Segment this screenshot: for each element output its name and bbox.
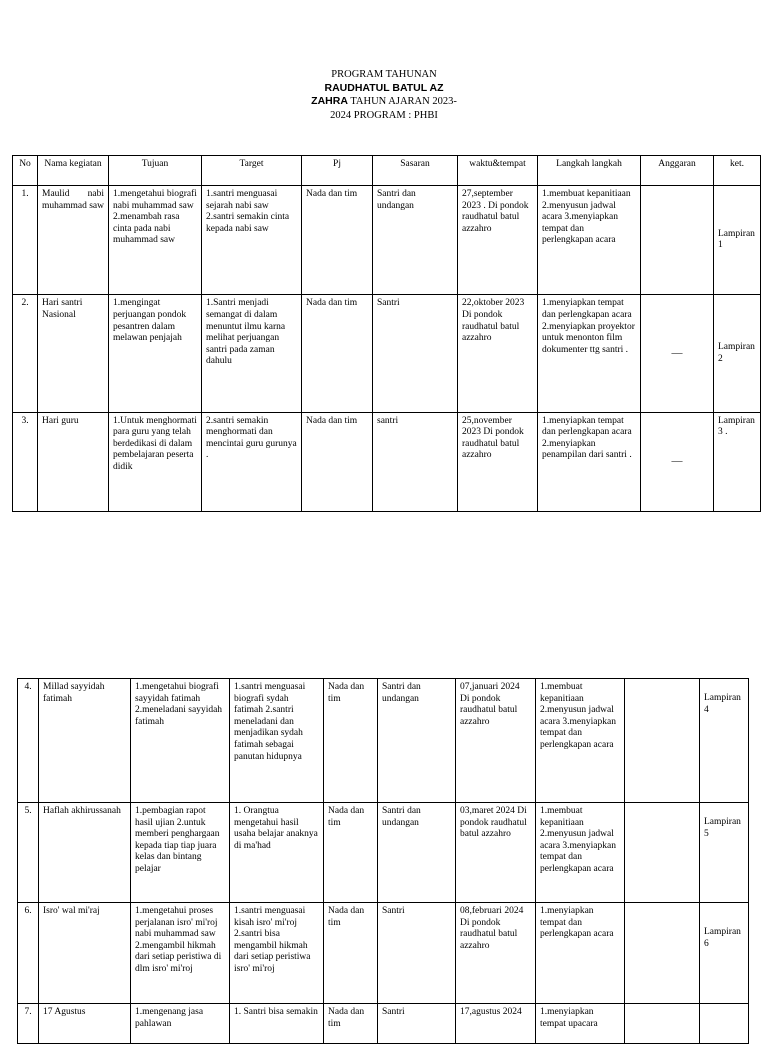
cell-target: 1.santri menguasai biografi sydah fatimah 2.santri meneladani dan menjadikan sydah fatimah sebagai panutan hidupnya: [230, 679, 324, 803]
title-line-4: 2024 PROGRAM : PHBI: [330, 109, 438, 121]
table-row: [18, 803, 749, 903]
cell-no: 5.: [18, 803, 39, 903]
cell-waktu: 08,februari 2024 Di pondok raudhatul batul azzahro: [456, 903, 536, 1004]
document-title: [0, 68, 768, 122]
cell-waktu: 07,januari 2024 Di pondok raudhatul batul azzahro: [456, 679, 536, 803]
cell-pj: Nada dan tim: [324, 803, 378, 903]
table-row: [13, 295, 761, 412]
cell-anggaran: —: [641, 412, 714, 511]
cell-target: 1.Santri menjadi semangat di dalam menuntut ilmu karna melihat perjuangan santri pada zaman dahulu: [202, 295, 302, 412]
cell-langkah: 1.menyiapkan tempat dan perlengkapan acara 2.menyiapkan proyektor untuk menonton film dokumenter ttg santri .: [538, 295, 641, 412]
cell-langkah: 1.membuat kepanitiaan 2.menyusun jadwal acara 3.menyiapkan tempat dan perlengkapan acara: [538, 186, 641, 295]
cell-ket: Lampiran 1: [714, 186, 761, 295]
cell-waktu: 27,september 2023 . Di pondok raudhatul batul azzahro: [458, 186, 538, 295]
cell-waktu: 25,november 2023 Di pondok raudhatul batul azzahro: [458, 412, 538, 511]
cell-ket: Lampiran 4: [700, 679, 749, 803]
cell-sasaran: Santri dan undangan: [373, 186, 458, 295]
title-line-1: PROGRAM TAHUNAN: [331, 69, 437, 80]
cell-waktu: 17,agustus 2024: [456, 1004, 536, 1044]
cell-tujuan: 1.pembagian rapot hasil ujian 2.untuk memberi penghargaan kepada tiap tiap juara kelas dan bintang pelajar: [131, 803, 230, 903]
header-langkah: Langkah langkah: [538, 156, 641, 186]
cell-tujuan: 1.mengetahui biografi nabi muhammad saw 2.menambah rasa cinta pada nabi muhammad saw: [109, 186, 202, 295]
cell-waktu: 22,oktober 2023 Di pondok raudhatul batul azzahro: [458, 295, 538, 412]
table-row: [13, 412, 761, 511]
table-header-row: [13, 156, 761, 186]
header-waktu: waktu&tempat: [458, 156, 538, 186]
cell-pj: Nada dan tim: [324, 1004, 378, 1044]
header-target: Target: [202, 156, 302, 186]
cell-anggaran: [625, 679, 700, 803]
cell-sasaran: santri: [373, 412, 458, 511]
table-row: [13, 186, 761, 295]
cell-langkah: 1.menyiapkan tempat dan perlengkapan acara: [536, 903, 625, 1004]
cell-pj: Nada dan tim: [324, 903, 378, 1004]
cell-target: 1. Santri bisa semakin: [230, 1004, 324, 1044]
cell-sasaran: Santri dan undangan: [378, 803, 456, 903]
cell-nama: Maulid nabi muhammad saw: [38, 186, 109, 295]
header-sasaran: Sasaran: [373, 156, 458, 186]
cell-no: 1.: [13, 186, 38, 295]
header-pj: Pj: [302, 156, 373, 186]
cell-pj: Nada dan tim: [302, 186, 373, 295]
cell-langkah: 1.membuat kepanitiaan 2.menyusun jadwal acara 3.menyiapkan tempat dan perlengkapan acara: [536, 679, 625, 803]
cell-nama: Haflah akhirussanah: [39, 803, 131, 903]
cell-no: 4.: [18, 679, 39, 803]
cell-sasaran: Santri: [373, 295, 458, 412]
cell-anggaran: [641, 186, 714, 295]
cell-anggaran: [625, 903, 700, 1004]
cell-nama: Millad sayyidah fatimah: [39, 679, 131, 803]
cell-sasaran: Santri: [378, 1004, 456, 1044]
cell-pj: Nada dan tim: [324, 679, 378, 803]
cell-target: 2.santri semakin menghormati dan mencintai guru gurunya .: [202, 412, 302, 511]
header-tujuan: Tujuan: [109, 156, 202, 186]
cell-nama: Isro' wal mi'raj: [39, 903, 131, 1004]
cell-tujuan: 1.mengetahui proses perjalanan isro' mi'roj nabi muhammad saw 2.mengambil hikmah dari setiap peristiwa di dlm isro' mi'roj: [131, 903, 230, 1004]
cell-tujuan: 1.mengingat perjuangan pondok pesantren dalam melawan penjajah: [109, 295, 202, 412]
cell-nama: 17 Agustus: [39, 1004, 131, 1044]
cell-pj: Nada dan tim: [302, 295, 373, 412]
cell-no: 7.: [18, 1004, 39, 1044]
title-line-3-bold: ZAHRA: [311, 95, 348, 107]
cell-ket: Lampiran 6: [700, 903, 749, 1004]
header-nama: Nama kegiatan: [38, 156, 109, 186]
cell-no: 2.: [13, 295, 38, 412]
cell-ket: Lampiran 5: [700, 803, 749, 903]
cell-target: 1.santri menguasai sejarah nabi saw 2.santri semakin cinta kepada nabi saw: [202, 186, 302, 295]
cell-langkah: 1.menyiapkan tempat upacara: [536, 1004, 625, 1044]
cell-langkah: 1.membuat kepanitiaan 2.menyusun jadwal acara 3.menyiapkan tempat dan perlengkapan acara: [536, 803, 625, 903]
cell-tujuan: 1.mengetahui biografi sayyidah fatimah 2.meneladani sayyidah fatimah: [131, 679, 230, 803]
cell-pj: Nada dan tim: [302, 412, 373, 511]
cell-tujuan: 1.mengenang jasa pahlawan: [131, 1004, 230, 1044]
cell-nama: Hari guru: [38, 412, 109, 511]
cell-ket: Lampiran 2: [714, 295, 761, 412]
title-line-3-rest: TAHUN AJARAN 2023-: [347, 96, 457, 107]
cell-tujuan: 1.Untuk menghormati para guru yang telah berdedikasi di dalam pembelajaran peserta didik: [109, 412, 202, 511]
program-table-2: [17, 678, 749, 1044]
cell-anggaran: [625, 803, 700, 903]
cell-waktu: 03,maret 2024 Di pondok raudhatul batul azzahro: [456, 803, 536, 903]
header-anggaran: Anggaran: [641, 156, 714, 186]
cell-no: 6.: [18, 903, 39, 1004]
cell-nama: Hari santri Nasional: [38, 295, 109, 412]
cell-no: 3.: [13, 412, 38, 511]
cell-target: 1. Orangtua mengetahui hasil usaha belajar anaknya di ma'had: [230, 803, 324, 903]
header-ket: ket.: [714, 156, 761, 186]
cell-sasaran: Santri: [378, 903, 456, 1004]
title-line-3: [0, 95, 768, 109]
table-row: [18, 679, 749, 803]
cell-anggaran: —: [641, 295, 714, 412]
title-line-2: RAUDHATUL BATUL AZ: [324, 81, 444, 94]
table-row: [18, 903, 749, 1004]
cell-langkah: 1.menyiapkan tempat dan perlengkapan acara 2.menyiapkan penampilan dari santri .: [538, 412, 641, 511]
cell-sasaran: Santri dan undangan: [378, 679, 456, 803]
cell-ket: Lampiran 3 .: [714, 412, 761, 511]
cell-target: 1.santri menguasai kisah isro' mi'roj 2.santri bisa mengambil hikmah dari setiap peristiwa isro' mi'roj: [230, 903, 324, 1004]
program-table-1: [12, 155, 761, 512]
header-no: No: [13, 156, 38, 186]
